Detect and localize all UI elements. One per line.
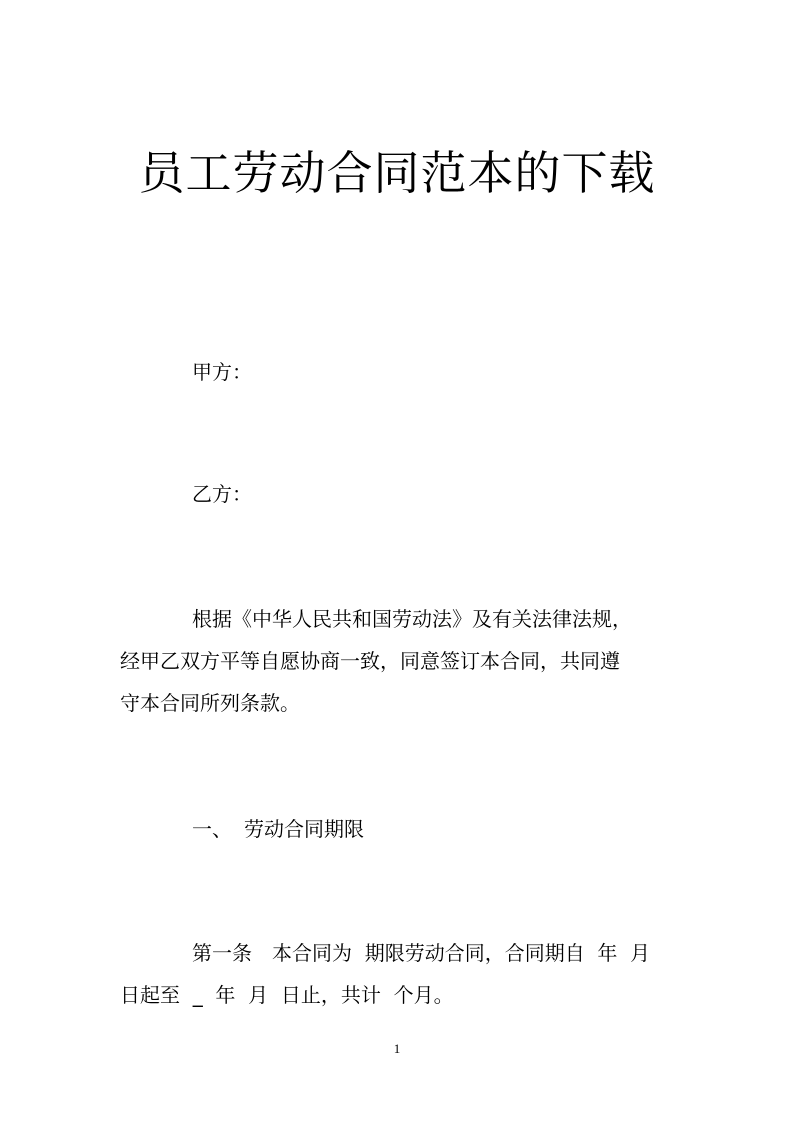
document-title: 员工劳动合同范本的下载 — [138, 146, 656, 200]
section-heading — [192, 815, 364, 843]
article-line: 第一条 本合同为 期限劳动合同，合同期自 年 月 — [192, 941, 651, 965]
page-number: 1 — [393, 1041, 401, 1056]
party-b-label: 乙方： — [192, 482, 252, 506]
article-line: 日起至 _ 年 月 日止，共计 个月。 — [120, 983, 454, 1007]
preamble-line: 经甲乙双方平等自愿协商一致，同意签订本合同，共同遵 — [120, 649, 620, 673]
party-a-label: 甲方： — [192, 360, 252, 384]
preamble-line: 守本合同所列条款。 — [120, 691, 300, 715]
section-title: 劳动合同期限 — [244, 817, 364, 841]
section-number: 一、 — [192, 817, 232, 841]
preamble-line: 根据《中华人民共和国劳动法》及有关法律法规， — [192, 607, 632, 631]
